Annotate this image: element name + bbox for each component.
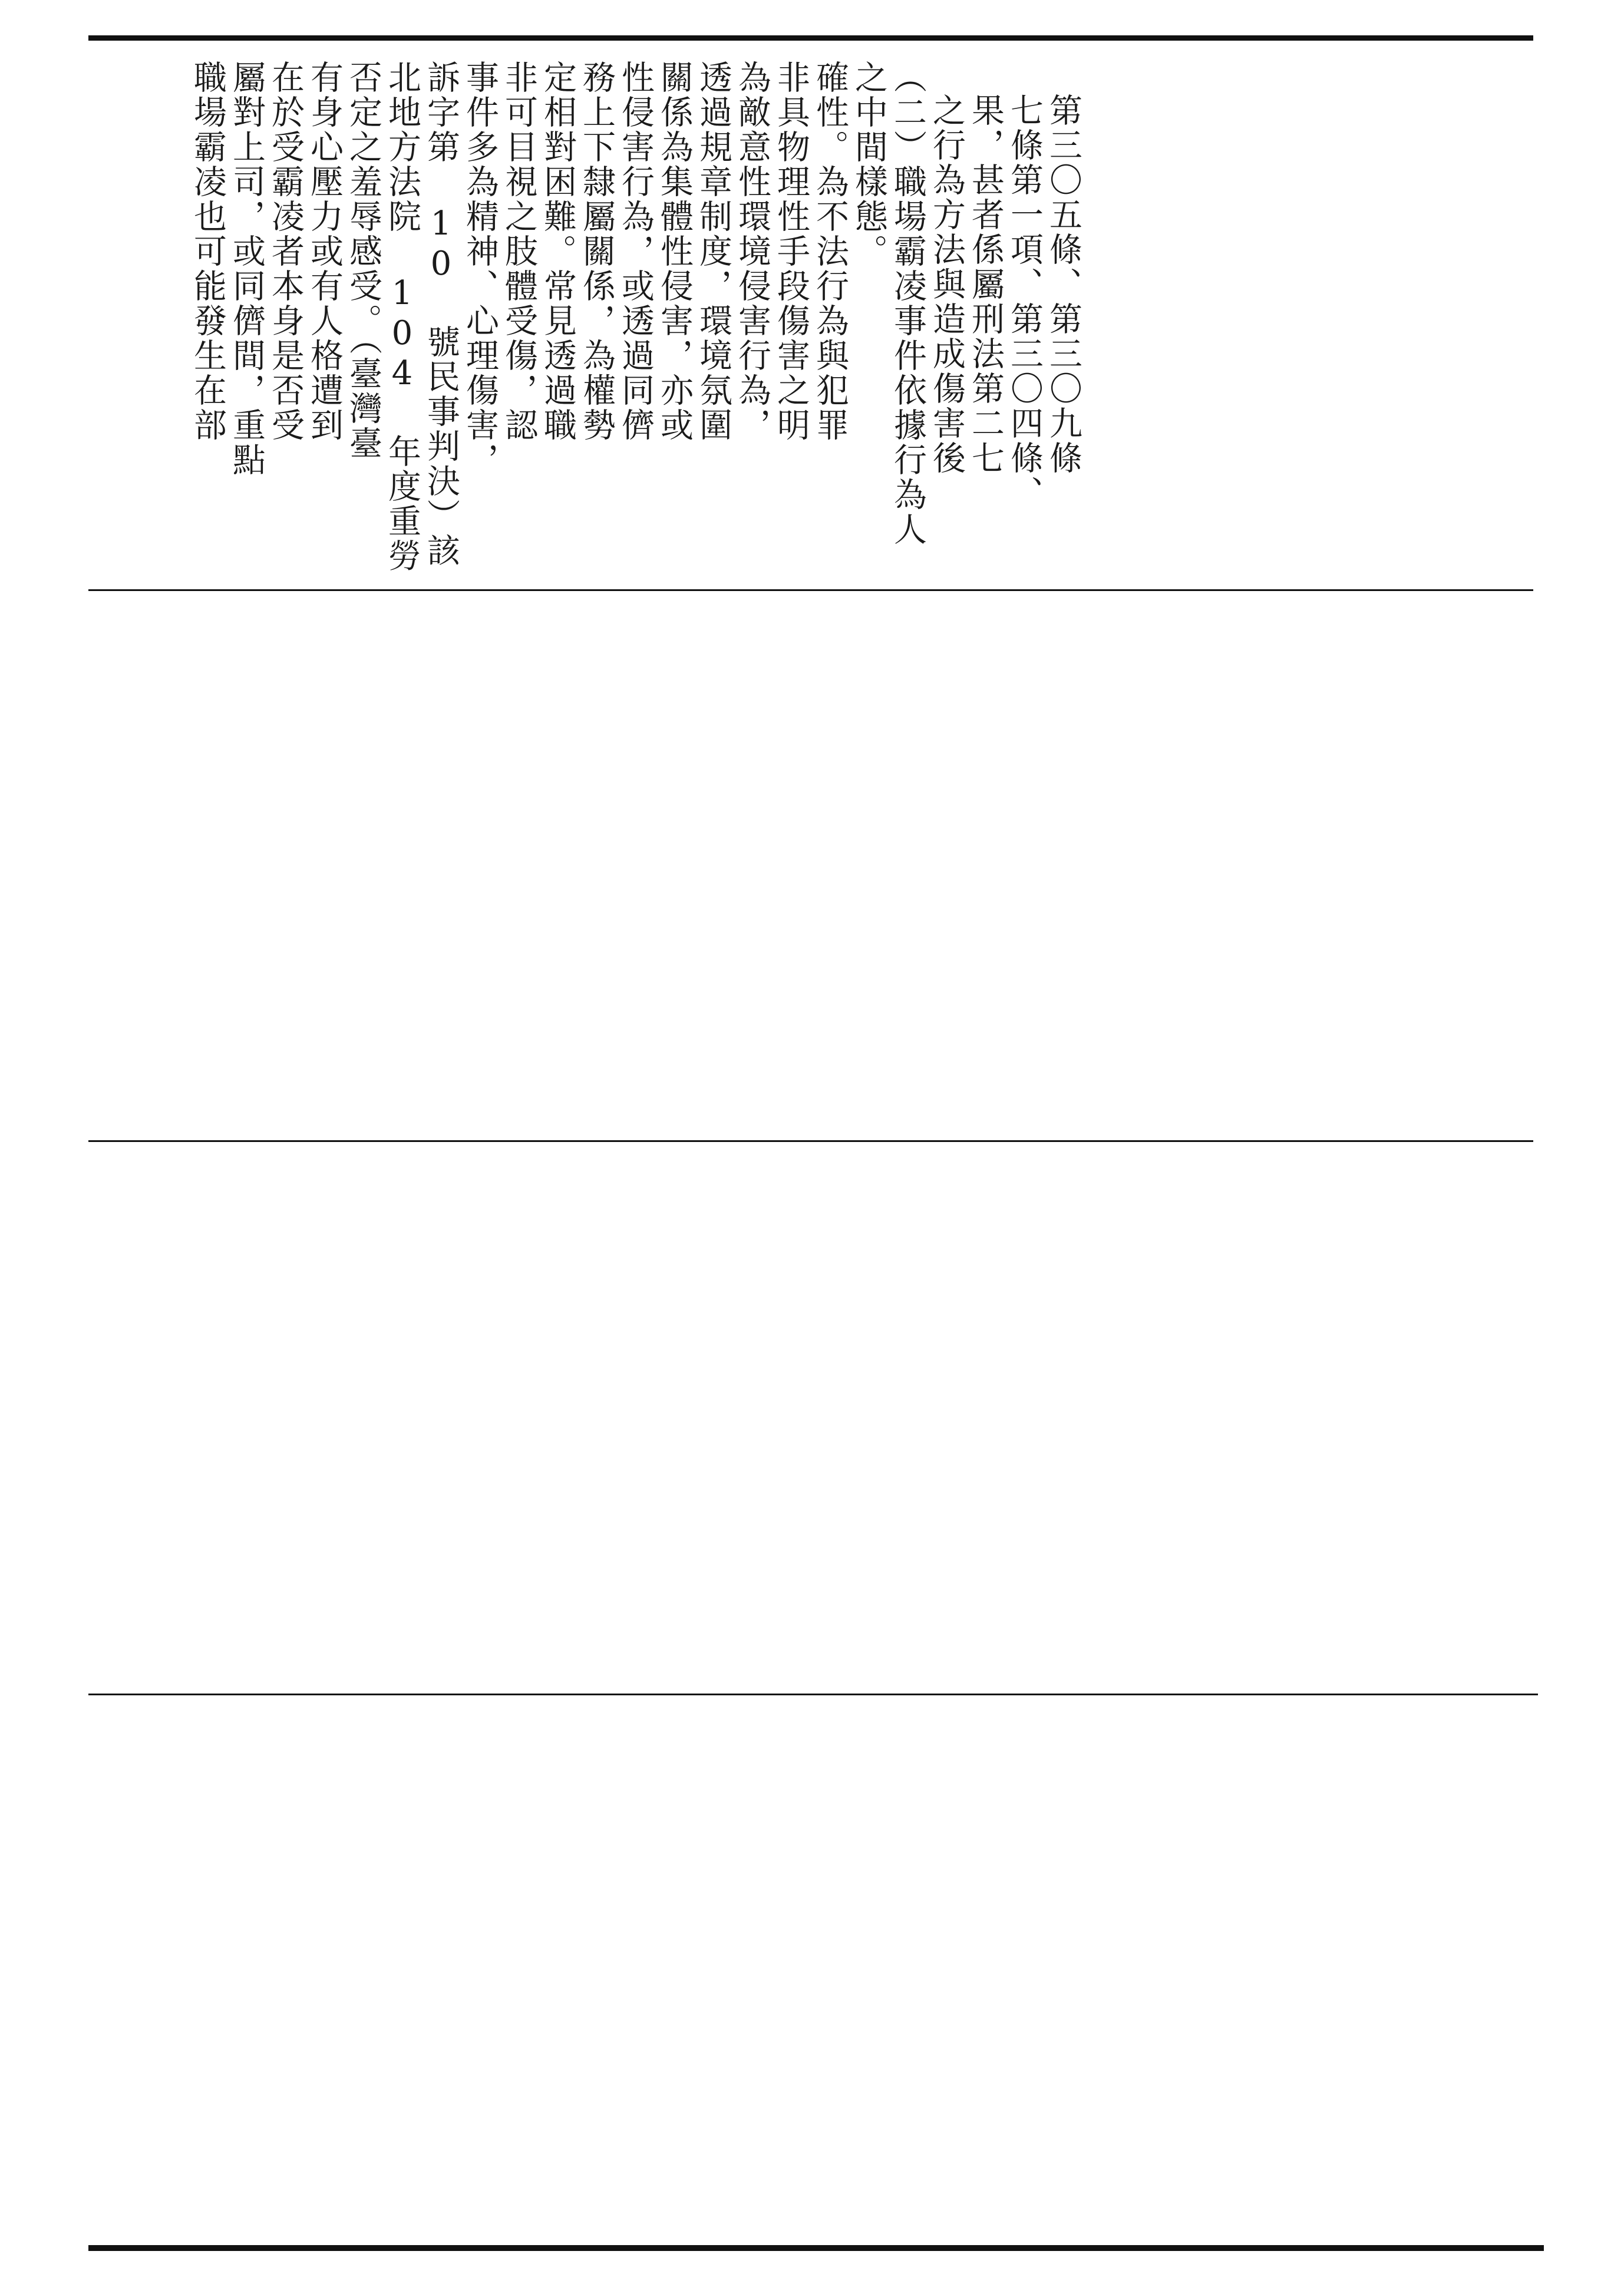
- text-column: 性侵害行為，或透過同儕: [616, 60, 655, 443]
- text-column: 在於受霸凌者本身是否受: [266, 60, 305, 443]
- text-column: 非可目視之肢體受傷，認: [500, 60, 538, 443]
- text-column: 關係為集體性侵害，亦或: [655, 60, 694, 443]
- top-rule: [88, 35, 1533, 41]
- section-divider: [88, 1140, 1533, 1142]
- text-column: 之行為方法與造成傷害後: [927, 93, 966, 476]
- text-column: 第三〇五條、第三〇九條: [1044, 93, 1082, 476]
- text-column: 非具物理性手段傷害之明: [772, 60, 810, 443]
- text-column: 屬對上司，或同儕間，重點: [227, 60, 266, 477]
- text-column: 訴字第 10 號民事判決）該: [422, 60, 460, 568]
- text-column: 定相對困難。常見透過職: [539, 60, 577, 443]
- text-column: 確性。為不法行為與犯罪: [811, 60, 849, 443]
- section-divider: [88, 1694, 1538, 1695]
- section-divider: [88, 589, 1533, 591]
- text-column: 事件多為精神、心理傷害，: [461, 60, 499, 477]
- vertical-text-block: [88, 42, 1533, 587]
- text-column: 七條第一項、第三〇四條、: [1005, 93, 1044, 510]
- text-column: 務上下隸屬關係，為權勢: [577, 60, 616, 443]
- text-column: 否定之羞辱感受。（臺灣臺: [344, 60, 382, 461]
- section-heading-column: （二）職場霸凌事件依據行為人: [889, 60, 927, 547]
- text-column: 職場霸凌也可能發生在部: [189, 60, 227, 443]
- text-column: 透過規章制度，環境氛圍: [694, 60, 732, 443]
- bottom-rule: [88, 2245, 1544, 2251]
- text-column: 為敵意性環境侵害行為，: [733, 60, 771, 443]
- text-column: 之中間樣態。: [850, 60, 888, 269]
- text-column: 北地方法院 104 年度重勞: [383, 60, 421, 573]
- text-column: 有身心壓力或有人格遭到: [305, 60, 344, 443]
- text-column: 果，甚者係屬刑法第二七: [966, 93, 1005, 476]
